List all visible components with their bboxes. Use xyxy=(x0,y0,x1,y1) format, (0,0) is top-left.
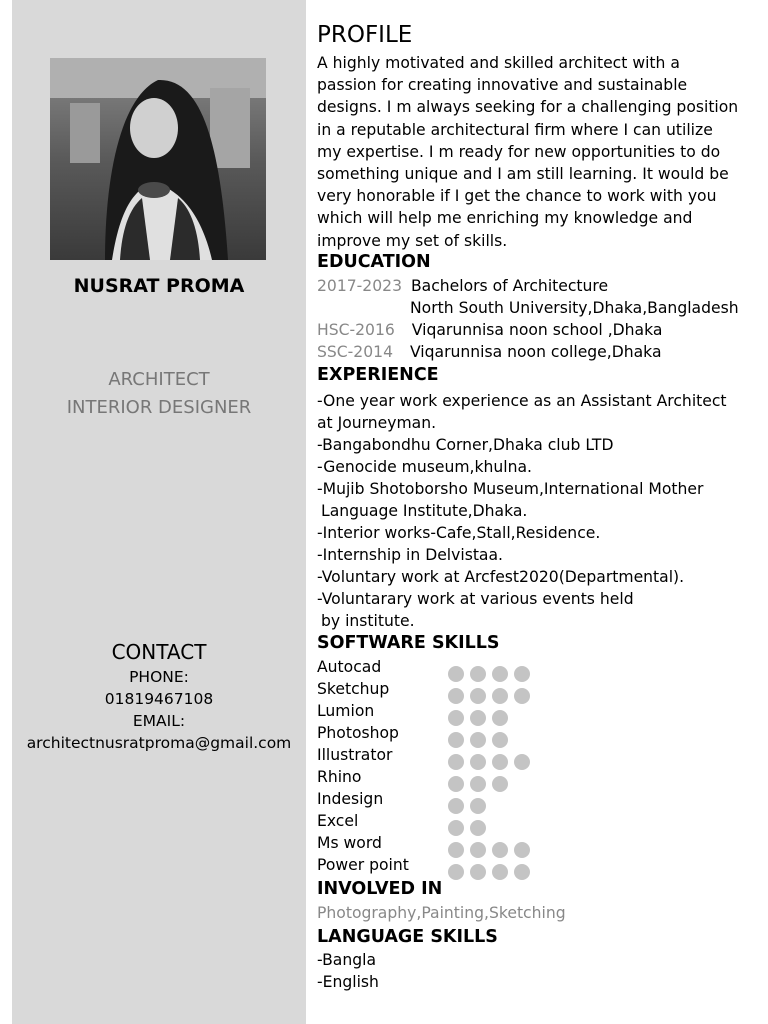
profile-photo xyxy=(50,58,266,260)
profile-line: something unique and I am still learning. It would be xyxy=(317,165,729,184)
skill-dot xyxy=(448,732,464,748)
role-architect: ARCHITECT xyxy=(108,369,210,390)
experience-list xyxy=(317,390,762,632)
experience-line: -Interior works-Cafe,Stall,Residence. xyxy=(317,524,601,542)
skill-dot xyxy=(448,798,464,814)
experience-line: -One year work experience as an Assistant Architect xyxy=(317,392,727,410)
language-item: -Bangla xyxy=(317,951,376,969)
profile-line: very honorable if I get the chance to work with you xyxy=(317,187,717,206)
skill-level-dots xyxy=(448,842,530,858)
skill-level-dots xyxy=(448,798,486,814)
skill-level-dots xyxy=(448,710,508,726)
language-heading: LANGUAGE SKILLS xyxy=(317,927,498,947)
skill-dot xyxy=(492,666,508,682)
education-heading: EDUCATION xyxy=(317,252,431,272)
software-heading: SOFTWARE SKILLS xyxy=(317,633,500,653)
education-text: Viqarunnisa noon school ,Dhaka xyxy=(411,321,663,339)
experience-line: -Voluntarary work at various events held xyxy=(317,590,634,608)
experience-heading: EXPERIENCE xyxy=(317,365,439,385)
skill-dot xyxy=(470,798,486,814)
skill-dot xyxy=(492,732,508,748)
skill-name: Photoshop xyxy=(317,724,399,742)
language-item: -English xyxy=(317,973,379,991)
skill-dot xyxy=(492,776,508,792)
skill-name: Sketchup xyxy=(317,680,390,698)
profile-line: A highly motivated and skilled architect with a xyxy=(317,54,680,72)
skill-dot xyxy=(492,754,508,770)
education-text: North South University,Dhaka,Bangladesh xyxy=(410,299,739,317)
skill-dot xyxy=(470,776,486,792)
skill-dot xyxy=(492,710,508,726)
education-year: HSC-2016 xyxy=(317,321,395,339)
skill-dot xyxy=(448,776,464,792)
skill-level-dots xyxy=(448,666,530,682)
phone-number: 01819467108 xyxy=(104,690,214,708)
experience-line: -Internship in Delvistaa. xyxy=(317,546,504,564)
experience-line: -Bangabondhu Corner,Dhaka club LTD xyxy=(317,436,614,454)
skill-name: Illustrator xyxy=(317,746,393,764)
involved-text: Photography,Painting,Sketching xyxy=(317,904,566,922)
skill-dot xyxy=(470,820,486,836)
skill-dot xyxy=(470,864,486,880)
skill-level-dots xyxy=(448,820,486,836)
contact-heading: CONTACT xyxy=(111,640,207,664)
skill-dot xyxy=(514,666,530,682)
profile-line: in a reputable architectural firm where I can utilize xyxy=(317,120,713,139)
experience-line: -Voluntary work at Arcfest2020(Departmental). xyxy=(317,568,685,586)
education-row xyxy=(317,277,608,295)
skill-level-dots xyxy=(448,754,530,770)
skill-dot xyxy=(470,710,486,726)
education-row xyxy=(410,299,739,317)
profile-line: which will help me enriching my knowledge and xyxy=(317,209,693,228)
profile-line: my expertise. I m ready for new opportunities to do xyxy=(317,142,721,161)
profile-heading: PROFILE xyxy=(317,22,413,48)
profile-text xyxy=(317,52,759,252)
skill-dot xyxy=(448,688,464,704)
skill-dot xyxy=(492,842,508,858)
skill-level-dots xyxy=(448,776,508,792)
involved-heading: INVOLVED IN xyxy=(317,879,443,899)
skill-name: Power point xyxy=(317,856,409,874)
experience-line: at Journeyman. xyxy=(317,414,437,432)
phone-label: PHONE: xyxy=(129,668,189,686)
skill-name: Indesign xyxy=(317,790,384,808)
skill-name: Autocad xyxy=(317,658,382,676)
skill-name: Excel xyxy=(317,812,359,830)
education-text: Bachelors of Architecture xyxy=(410,277,609,295)
profile-line: improve my set of skills. xyxy=(317,231,508,250)
skill-dot xyxy=(514,842,530,858)
experience-line: -Mujib Shotoborsho Museum,International Mother xyxy=(317,480,704,498)
skill-dot xyxy=(470,842,486,858)
skill-dot xyxy=(470,732,486,748)
profile-line: passion for creating innovative and sustainable xyxy=(317,76,688,95)
skill-dot xyxy=(492,688,508,704)
education-year: 2017-2023 xyxy=(317,277,402,295)
skill-level-dots xyxy=(448,732,508,748)
skill-dot xyxy=(448,754,464,770)
skill-dot xyxy=(448,710,464,726)
email-address: architectnusratproma@gmail.com xyxy=(26,734,292,752)
skill-level-dots xyxy=(448,688,530,704)
experience-line: -Genocide museum,khulna. xyxy=(317,458,533,476)
skill-level-dots xyxy=(448,864,530,880)
skill-dot xyxy=(514,688,530,704)
skill-dot xyxy=(470,666,486,682)
education-row xyxy=(317,343,662,361)
role-interior-designer: INTERIOR DESIGNER xyxy=(66,397,252,418)
skill-dot xyxy=(448,864,464,880)
skill-dot xyxy=(448,666,464,682)
experience-line: Language Institute,Dhaka. xyxy=(321,502,528,520)
education-row xyxy=(317,321,662,339)
education-text: Viqarunnisa noon college,Dhaka xyxy=(409,343,662,361)
profile-line: designs. I m always seeking for a challenging position xyxy=(317,98,739,117)
skill-dot xyxy=(514,754,530,770)
skill-dot xyxy=(448,820,464,836)
skill-name: Lumion xyxy=(317,702,375,720)
experience-line: by institute. xyxy=(321,612,415,630)
candidate-name: NUSRAT PROMA xyxy=(73,275,245,297)
contact-section xyxy=(12,638,306,754)
email-label: EMAIL: xyxy=(132,712,186,730)
skill-dot xyxy=(514,864,530,880)
skill-dot xyxy=(470,754,486,770)
skill-dot xyxy=(492,864,508,880)
skill-name: Ms word xyxy=(317,834,382,852)
education-year: SSC-2014 xyxy=(317,343,393,361)
skill-name: Rhino xyxy=(317,768,362,786)
skill-dot xyxy=(448,842,464,858)
skill-dot xyxy=(470,688,486,704)
